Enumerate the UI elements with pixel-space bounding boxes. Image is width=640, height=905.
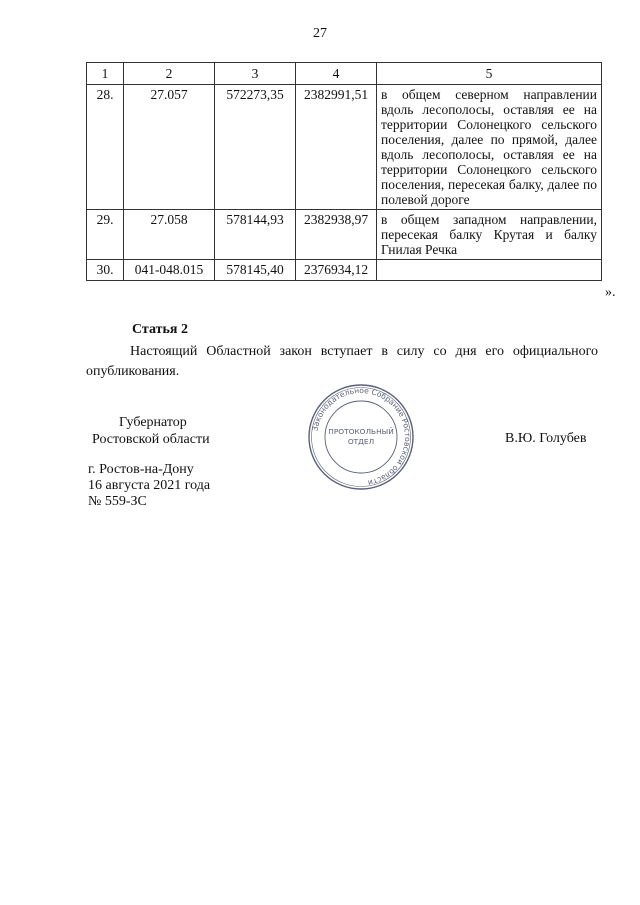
signer-title-line1: Губернатор — [119, 415, 187, 430]
table-header-cell: 5 — [377, 63, 602, 85]
signing-date: 16 августа 2021 года — [88, 478, 211, 493]
table-row — [87, 260, 602, 281]
table-header-cell: 2 — [124, 63, 215, 85]
signer-title-line2: Ростовской области — [92, 432, 210, 447]
row-number-cell: 30. — [87, 260, 124, 281]
table-header-cell: 3 — [215, 63, 296, 85]
boundary-table — [86, 62, 602, 281]
table-row — [87, 85, 602, 210]
table-header-cell: 4 — [296, 63, 377, 85]
x-coordinate-cell: 578144,93 — [215, 210, 296, 260]
table-header-row — [87, 63, 602, 85]
closing-quote: ». — [605, 285, 616, 300]
table-header-cell: 1 — [87, 63, 124, 85]
x-coordinate-cell: 572273,35 — [215, 85, 296, 210]
law-number: № 559-ЗС — [88, 494, 147, 509]
official-seal-stamp — [306, 382, 416, 492]
y-coordinate-cell: 2382991,51 — [296, 85, 377, 210]
x-coordinate-cell: 578145,40 — [215, 260, 296, 281]
point-id-cell: 27.058 — [124, 210, 215, 260]
y-coordinate-cell: 2382938,97 — [296, 210, 377, 260]
signing-place: г. Ростов-на-Дону — [88, 462, 194, 477]
point-id-cell: 041-048.015 — [124, 260, 215, 281]
seal-outer-text: Законодательное Собрание Ростовской области — [310, 385, 413, 488]
description-cell: в общем западном направлении, пересекая балку Крутая и балку Гнилая Речка — [377, 210, 602, 260]
signer-name: В.Ю. Голубев — [505, 431, 587, 446]
article-text: Настоящий Областной закон вступает в силу со дня его официального опубликования. — [86, 344, 598, 379]
article-heading: Статья 2 — [132, 322, 188, 337]
signer-title — [92, 414, 210, 448]
row-number-cell: 28. — [87, 85, 124, 210]
point-id-cell: 27.057 — [124, 85, 215, 210]
seal-inner-line2: ОТДЕЛ — [347, 437, 375, 446]
description-cell: в общем северном направлении вдоль лесополосы, оставляя ее на территории Солонецкого сельского поселения, далее по прямой, далее вдоль лесополосы, оставляя ее на территории Солонецкого сельского поселения, пересекая балку, далее по полевой дороге — [377, 85, 602, 210]
row-number-cell: 29. — [87, 210, 124, 260]
page-number: 27 — [313, 26, 327, 41]
description-cell — [377, 260, 602, 281]
table-row — [87, 210, 602, 260]
place-date-block — [88, 462, 210, 510]
seal-inner-line1: ПРОТОКОЛЬНЫЙ — [328, 427, 394, 436]
y-coordinate-cell: 2376934,12 — [296, 260, 377, 281]
